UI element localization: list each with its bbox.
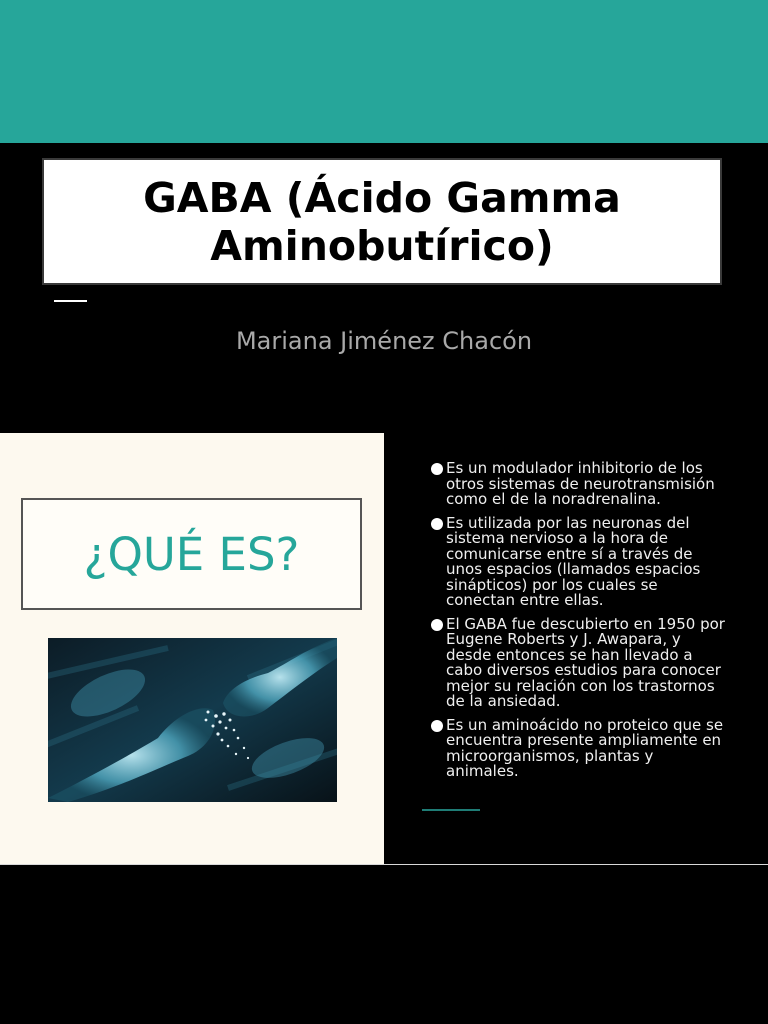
slide2-right-panel — [384, 433, 768, 865]
accent-dash — [54, 300, 87, 302]
title-box — [42, 158, 722, 285]
accent-line — [422, 809, 480, 811]
bullet-icon — [431, 518, 443, 530]
neuron-synapse-image — [48, 638, 337, 802]
slide-divider — [0, 864, 768, 865]
bullet-icon — [431, 463, 443, 475]
list-item: El GABA fue descubierto en 1950 por Eugene Roberts y J. Awapara, y desde entonces se han llevado a cabo diversos estudios para conocer mejor su relación con los trastornos de la ansiedad. — [430, 617, 730, 710]
header-band — [0, 0, 768, 143]
slide-title: GABA (Ácido Gamma Aminobutírico) — [143, 173, 621, 270]
bullet-icon — [431, 720, 443, 732]
list-item: Es utilizada por las neuronas del sistema nervioso a la hora de comunicarse entre sí a través de unos espacios (llamados espacios sinápticos) por los cuales se conectan entre ellas. — [430, 516, 730, 609]
heading-box — [21, 498, 362, 610]
list-item: Es un modulador inhibitorio de los otros sistemas de neurotransmisión como el de la noradrenalina. — [430, 461, 730, 508]
bullet-list — [430, 461, 730, 788]
list-item: Es un aminoácido no proteico que se encuentra presente ampliamente en microorganismos, plantas y animales. — [430, 718, 730, 780]
author-name: Mariana Jiménez Chacón — [235, 327, 533, 355]
bullet-icon — [431, 619, 443, 631]
section-heading: ¿QUÉ ES? — [83, 527, 300, 581]
slide2-left-panel — [0, 433, 384, 865]
